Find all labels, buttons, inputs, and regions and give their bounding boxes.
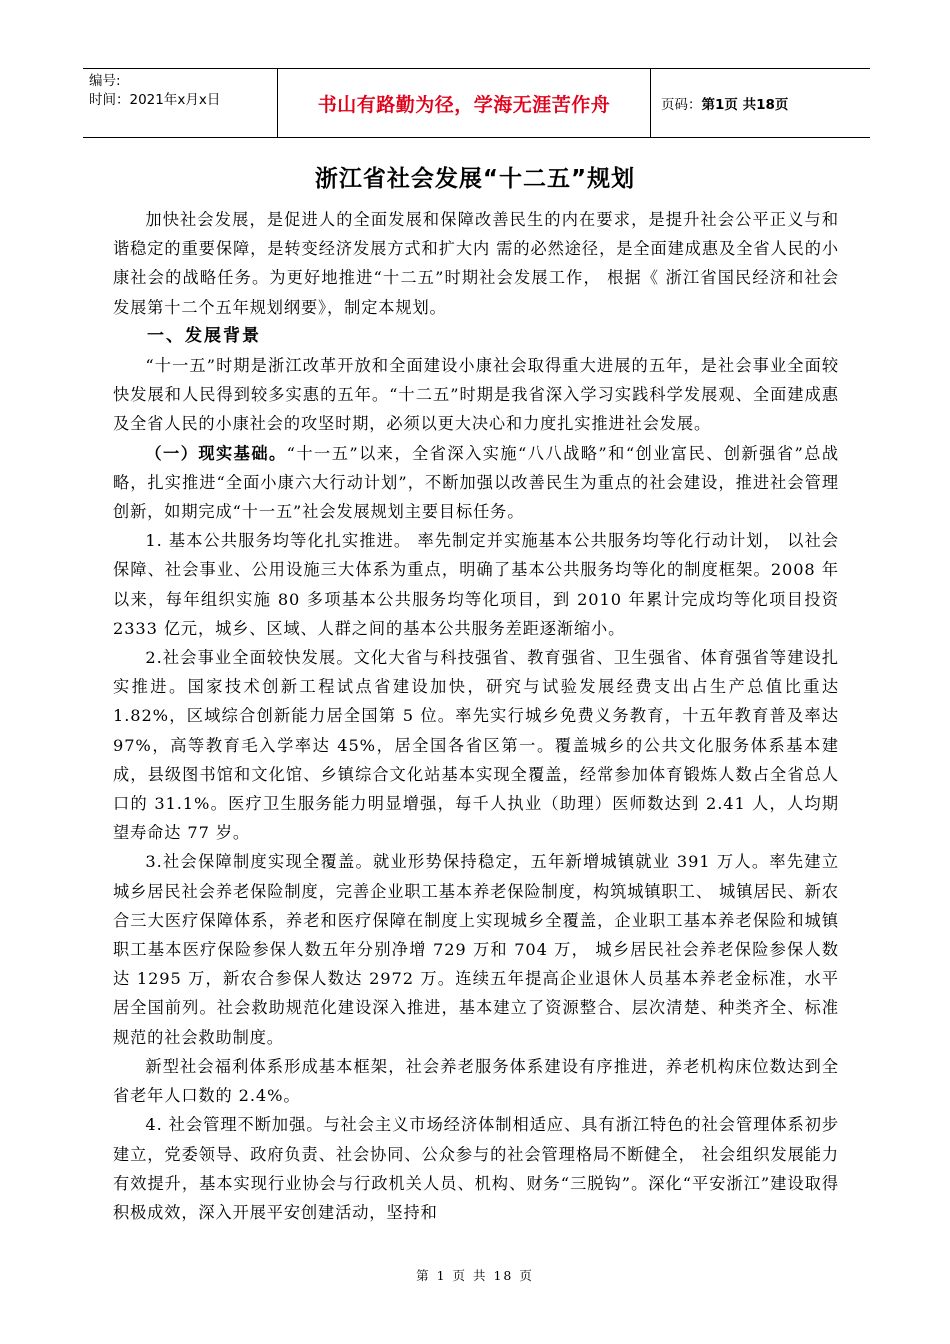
page-number-prefix: 页码： (661, 97, 702, 113)
subsection-heading: （一）现实基础。 (145, 443, 287, 463)
section-heading: 一、发展背景 (147, 325, 261, 346)
page-number-value: 第1页 共18页 (701, 97, 789, 113)
document-date-label: 时间：2021年x月x日 (89, 92, 221, 108)
document-number-label: 编号: (89, 73, 121, 89)
list-item: 1. 基本公共服务均等化扎实推进。 率先制定并实施基本公共服务均等化行动计划， 以社会保障、社会事业、公用设施三大体系为重点，明确了基本公共服务均等化的制度框架。2008 年以来，每年组织实施 80 多项基本公共服务均等化项目，到 2010 年累计完成均等化项目投资 2333 亿元，城乡、区域、人群之间的基本公共服务差距逐渐缩小。 (113, 531, 839, 638)
subsection-paragraph (113, 439, 839, 527)
list-item: 新型社会福利体系形成基本框架，社会养老服务体系建设有序推进，养老机构床位数达到全省老年人口数的 2.4%。 (113, 1056, 839, 1106)
header-page-number (651, 69, 870, 137)
page-footer: 第 1 页 共 18 页 (416, 1268, 534, 1283)
header-motto: 书山有路勤为径，学海无涯苦作舟 (278, 69, 651, 137)
document-title: 浙江省社会发展“十二五”规划 (314, 166, 636, 192)
page-header (83, 68, 870, 138)
document-body (113, 205, 839, 1227)
section-paragraph: “十一五”时期是浙江改革开放和全面建设小康社会取得重大进展的五年，是社会事业全面较快发展和人民得到较多实惠的五年。“十二五”时期是我省深入学习实践科学发展观、全面建成惠及全省人民的小康社会的攻坚时期，必须以更大决心和力度扎实推进社会发展。 (113, 356, 839, 434)
subsection-text: “十一五”以来，全省深入实施“八八战略”和“创业富民、创新强省”总战略，扎实推进“全面小康六大行动计划”，不断加强以改善民生为重点的社会建设，推进社会管理创新，如期完成“十一五”社会发展规划主要目标任务。 (113, 443, 839, 522)
intro-paragraph: 加快社会发展，是促进人的全面发展和保障改善民生的内在要求，是提升社会公平正义与和谐稳定的重要保障，是转变经济发展方式和扩大内 需的必然途径，是全面建成惠及全省人民的小康社会的战略任务。为更好地推进“十二五”时期社会发展工作， 根据《 浙江省国民经济和社会发展第十二个五年规划纲要》，制定本规划。 (113, 210, 839, 317)
header-meta (83, 69, 278, 137)
list-item: 4. 社会管理不断加强。与社会主义市场经济体制相适应、具有浙江特色的社会管理体系初步建立，党委领导、政府负责、社会协同、公众参与的社会管理格局不断健全， 社会组织发展能力有效提升，基本实现行业协会与行政机关人员、机构、财务“三脱钩”。深化“平安浙江”建设取得积极成效，深入开展平安创建活动，坚持和 (113, 1115, 839, 1222)
list-item: 2.社会事业全面较快发展。文化大省与科技强省、教育强省、卫生强省、体育强省等建设扎实推进。国家技术创新工程试点省建设加快，研究与试验发展经费支出占生产总值比重达 1.82%，区域综合创新能力居全国第 5 位。率先实行城乡免费义务教育，十五年教育普及率达 97%，高等教育毛入学率达 45%，居全国各省区第一。覆盖城乡的公共文化服务体系基本建成，县级图书馆和文化馆、乡镇综合文化站基本实现全覆盖，经常参加体育锻炼人数占全省总人口的 31.1%。医疗卫生服务能力明显增强，每千人执业（助理）医师数达到 2.41 人，人均期望寿命达 77 岁。 (113, 648, 839, 843)
list-item: 3.社会保障制度实现全覆盖。就业形势保持稳定，五年新增城镇就业 391 万人。率先建立城乡居民社会养老保险制度，完善企业职工基本养老保险制度，构筑城镇职工、 城镇居民、新农合三大医疗保障体系，养老和医疗保障在制度上实现城乡全覆盖，企业职工基本养老保险和城镇职工基本医疗保险参保人数五年分别净增 729 万和 704 万， 城乡居民社会养老保险参保人数达 1295 万，新农合参保人数达 2972 万。连续五年提高企业退休人员基本养老金标准，水平居全国前列。社会救助规范化建设深入推进，基本建立了资源整合、层次清楚、种类齐全、标准规范的社会救助制度。 (113, 852, 839, 1047)
